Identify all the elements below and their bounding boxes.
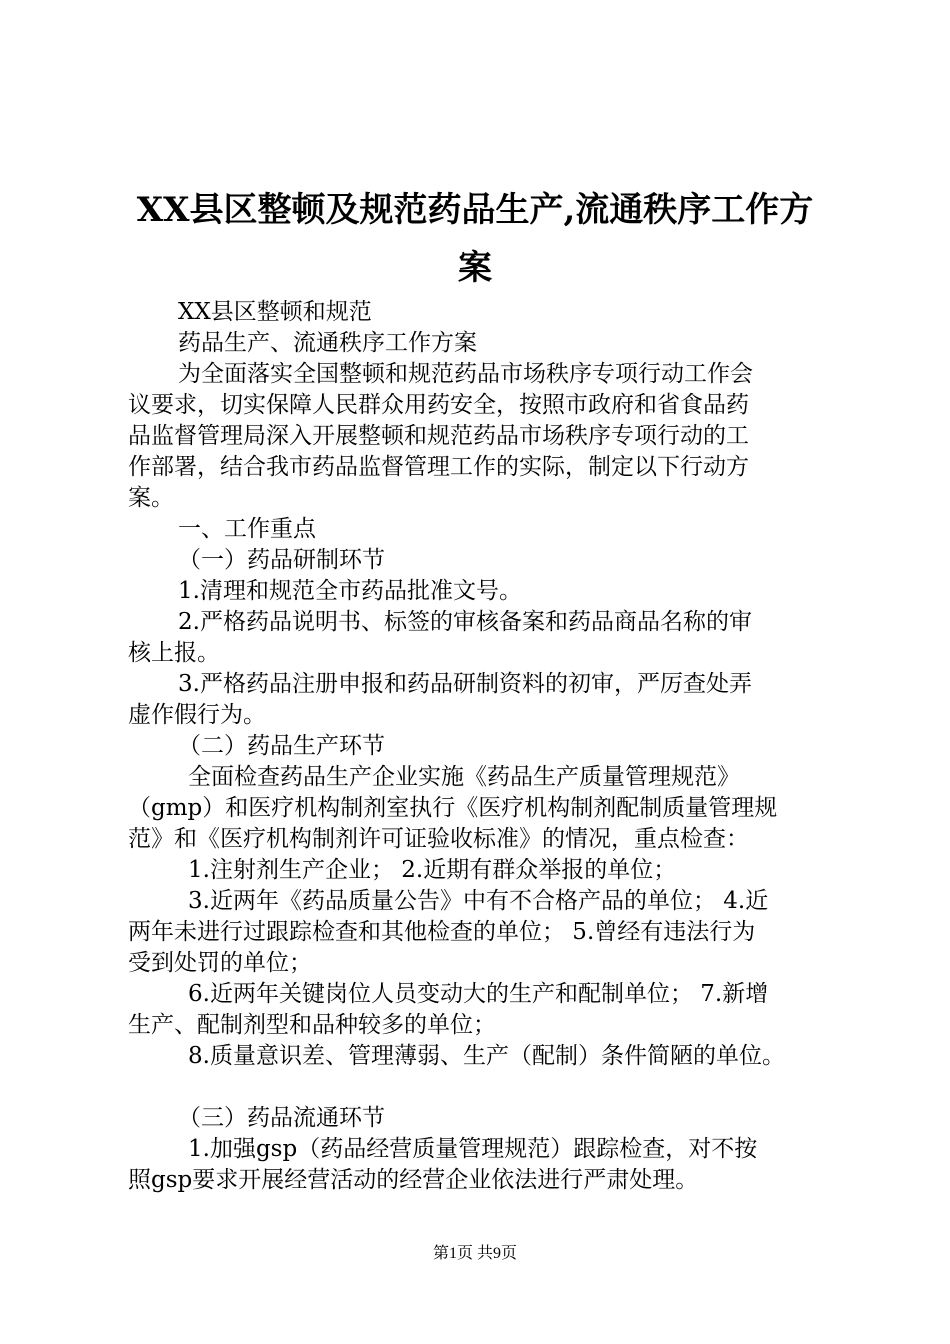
body-line: 议要求，切实保障人民群众用药安全，按照市政府和省食品药 <box>128 392 749 418</box>
body-line: 3.近两年《药品质量公告》中有不合格产品的单位； 4.近 <box>188 888 769 914</box>
document-title-line-2: 案 <box>458 248 492 288</box>
document-title-line-1: XX县区整顿及规范药品生产,流通秩序工作方 <box>136 190 814 230</box>
body-line: 两年未进行过跟踪检查和其他检查的单位； 5.曾经有违法行为 <box>128 919 756 945</box>
body-line: 范》和《医疗机构制剂许可证验收标准》的情况，重点检查： <box>128 826 749 852</box>
body-line: 8.质量意识差、管理薄弱、生产（配制）条件简陋的单位。 <box>188 1043 785 1069</box>
body-line: 2.严格药品说明书、标签的审核备案和药品商品名称的审 <box>178 609 752 635</box>
body-line: 为全面落实全国整顿和规范药品市场秩序专项行动工作会 <box>178 361 753 387</box>
body-line: 1.加强gsp（药品经营质量管理规范）跟踪检查，对不按 <box>188 1136 758 1162</box>
body-line: （gmp）和医疗机构制剂室执行《医疗机构制剂配制质量管理规 <box>128 795 778 821</box>
body-line: 药品生产、流通秩序工作方案 <box>178 330 477 356</box>
body-line: 照gsp要求开展经营活动的经营企业依法进行严肃处理。 <box>128 1167 699 1193</box>
body-line: 全面检查药品生产企业实施《药品生产质量管理规范》 <box>188 764 740 790</box>
body-line: 核上报。 <box>128 640 220 666</box>
section-heading: 一、工作重点 <box>178 516 316 542</box>
body-line: 案。 <box>128 485 174 511</box>
subsection-heading: （三）药品流通环节 <box>178 1105 385 1131</box>
body-line: XX县区整顿和规范 <box>178 299 372 325</box>
subsection-heading: （二）药品生产环节 <box>178 733 385 759</box>
body-line: 虚作假行为。 <box>128 702 266 728</box>
body-line: 3.严格药品注册申报和药品研制资料的初审，严厉查处弄 <box>178 671 752 697</box>
body-line: 品监督管理局深入开展整顿和规范药品市场秩序专项行动的工 <box>128 423 749 449</box>
subsection-heading: （一）药品研制环节 <box>178 547 385 573</box>
body-line: 生产、配制剂型和品种较多的单位； <box>128 1012 496 1038</box>
body-line: 受到处罚的单位； <box>128 950 312 976</box>
body-line: 作部署，结合我市药品监督管理工作的实际，制定以下行动方 <box>128 454 749 480</box>
body-line: 1.清理和规范全市药品批准文号。 <box>178 578 522 604</box>
body-line: 6.近两年关键岗位人员变动大的生产和配制单位； 7.新增 <box>188 981 769 1007</box>
page-indicator: 第1页 共9页 <box>432 1245 517 1262</box>
body-line: 1.注射剂生产企业； 2.近期有群众举报的单位； <box>188 857 677 883</box>
